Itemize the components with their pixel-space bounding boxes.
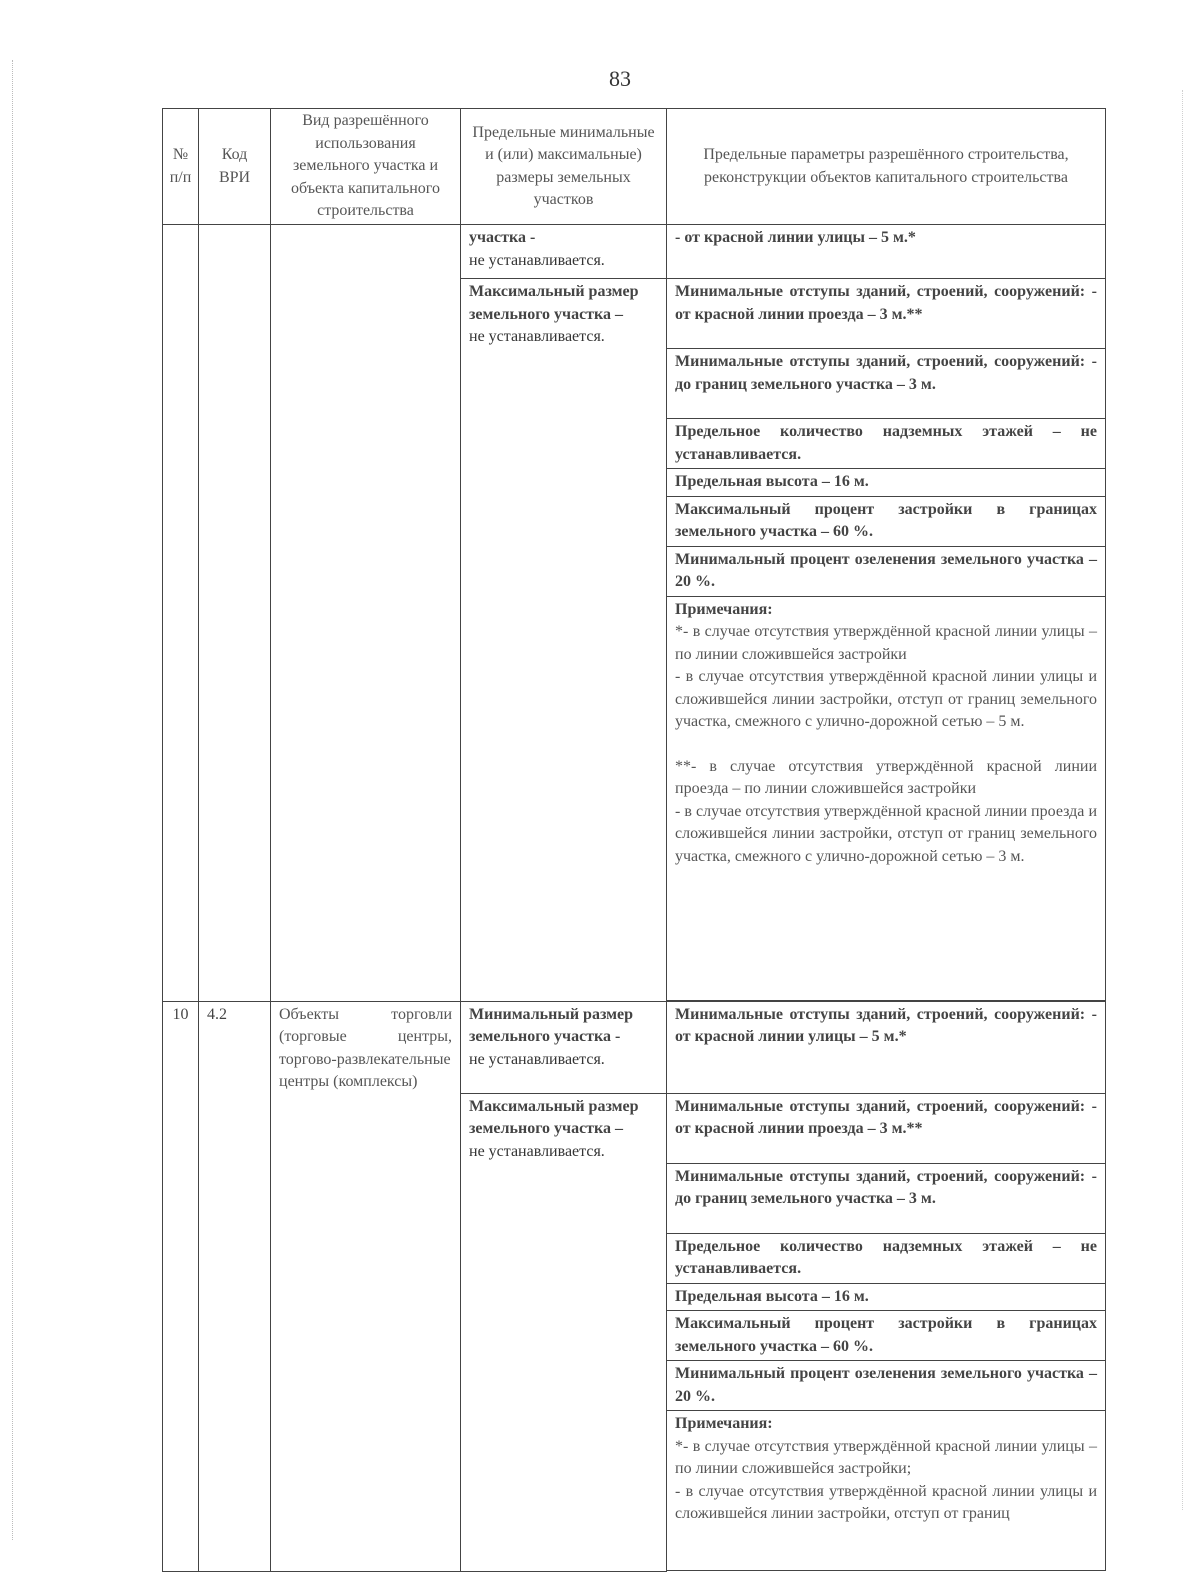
notes-title: Примечания: — [675, 600, 773, 618]
note-item: - в случае отсутствия утверждённой красной линии проезда и сложившейся линии застройки, отступ от границ земельного участка, смежного с улично-дорожной сетью – 3 м. — [675, 802, 1097, 865]
note-item: **- в случае отсутствия утверждённой красной линии проезда – по линии сложившейся застройки — [675, 757, 1097, 797]
param-greening: Минимальный процент озеленения земельного участка – 20 %. — [667, 1361, 1106, 1411]
param-height: Предельная высота – 16 м. — [667, 1283, 1106, 1311]
max-area-label: Максимальный размер земельного участка – — [469, 1097, 639, 1137]
cont-area-value: не устанавливается. — [469, 251, 605, 269]
scan-edge-left — [12, 60, 14, 1540]
header-code: Код ВРИ — [199, 109, 271, 225]
cell-name-empty — [271, 225, 461, 1002]
notes-cell — [667, 1411, 1106, 1571]
note-item: *- в случае отсутствия утверждённой красной линии улицы – по линии сложившейся застройки; — [675, 1437, 1097, 1477]
header-name: Вид разрешённого использования земельного участка и объекта капитального строительства — [271, 109, 461, 225]
param-setback-boundary: Минимальные отступы зданий, строений, сооружений: - до границ земельного участка – 3 м. — [667, 349, 1106, 419]
max-area-cell — [461, 279, 667, 1002]
param-coverage: Максимальный процент застройки в границах земельного участка – 60 %. — [667, 1311, 1106, 1361]
header-params: Предельные параметры разрешённого строительства, реконструкции объектов капитального строительства — [667, 109, 1106, 225]
cont-area-cell — [461, 225, 667, 279]
note-item: - в случае отсутствия утверждённой красной линии улицы и сложившейся линии застройки, отступ от границ — [675, 1482, 1097, 1522]
page-number: 83 — [609, 66, 631, 91]
cell-num-empty — [163, 225, 199, 1002]
cont-param: - от красной линии улицы – 5 м.* — [667, 225, 1106, 279]
note-item: *- в случае отсутствия утверждённой красной линии улицы – по линии сложившейся застройки — [675, 623, 1097, 663]
param-floors: Предельное количество надземных этажей – не устанавливается. — [667, 419, 1106, 469]
max-area-value: не устанавливается. — [469, 328, 605, 345]
cont-area-label: участка - — [469, 229, 536, 246]
notes-cell — [667, 596, 1106, 1000]
note-gap — [675, 734, 1097, 756]
max-area-cell — [461, 1093, 667, 1571]
param-floors: Предельное количество надземных этажей – не устанавливается. — [667, 1233, 1106, 1283]
vri-name: Объекты торговли (торговые центры, торгово-развлекательные центры (комплексы) — [271, 1001, 461, 1571]
regulations-table — [162, 108, 1106, 1572]
param-setback-road: Минимальные отступы зданий, строений, сооружений: - от красной линии проезда – 3 м.** — [667, 1093, 1106, 1163]
header-size: Предельные минимальные и (или) максимальные) размеры земельных участков — [461, 109, 667, 225]
min-area-value: не устанавливается. — [469, 1050, 605, 1068]
table-row — [163, 225, 1106, 279]
cell-code-empty — [199, 225, 271, 1002]
header-num: № п/п — [163, 109, 199, 225]
row-number: 10 — [163, 1001, 199, 1571]
param-height: Предельная высота – 16 м. — [667, 469, 1106, 497]
max-area-value: не устанавливается. — [469, 1142, 605, 1160]
param-coverage: Максимальный процент застройки в границах земельного участка – 60 %. — [667, 496, 1106, 546]
header-row — [163, 109, 1106, 225]
notes-title: Примечания: — [675, 1415, 773, 1432]
min-area-label: Минимальный размер земельного участка - — [469, 1005, 634, 1045]
param-greening: Минимальный процент озеленения земельного участка – 20 %. — [667, 546, 1106, 596]
max-area-label: Максимальный размер земельного участка – — [469, 283, 639, 323]
scan-edge-right — [1182, 90, 1184, 1510]
param-setback-boundary: Минимальные отступы зданий, строений, сооружений: - до границ земельного участка – 3 м. — [667, 1163, 1106, 1233]
min-area-cell — [461, 1001, 667, 1093]
note-item: - в случае отсутствия утверждённой красной линии улицы и сложившейся линии застройки, отступ от границ земельного участка, смежного с улично-дорожной сетью – 5 м. — [675, 668, 1097, 730]
param-setback-street: Минимальные отступы зданий, строений, сооружений: - от красной линии улицы – 5 м.* — [667, 1001, 1106, 1093]
param-setback-road: Минимальные отступы зданий, строений, сооружений: - от красной линии проезда – 3 м.** — [667, 279, 1106, 349]
table-row — [163, 1001, 1106, 1093]
vri-code: 4.2 — [199, 1001, 271, 1571]
